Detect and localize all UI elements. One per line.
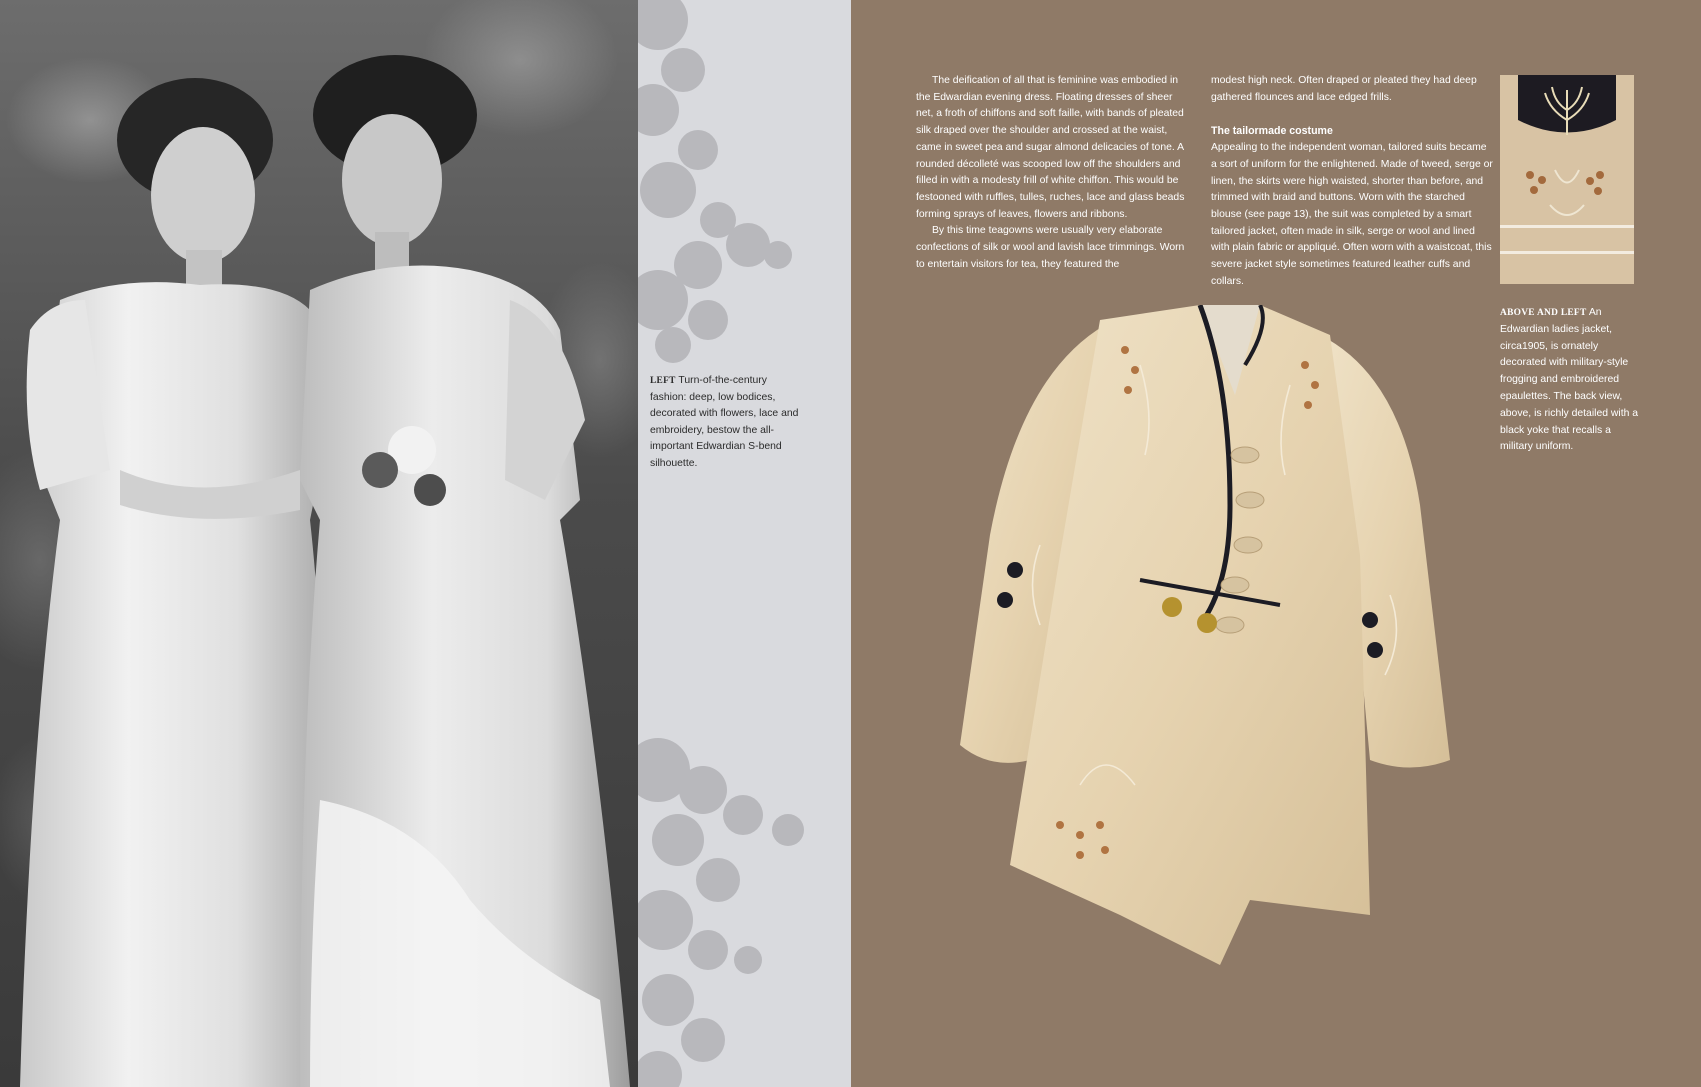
body-paragraph: Appealing to the independent woman, tailored suits became a sort of uniform for the enlightened. Made of tweed, serge or linen, the skirts were high waisted, shorter than before, and trimmed with braid and buttons. Worn with the starched blouse (see page 13), the suit was completed by a smart tailored jacket, often made in silk, serge or wool and lined with plain fabric or appliqué. Often worn with a waistcoat, this severe jacket style sometimes featured leather cuffs and collars. <box>1211 142 1493 287</box>
section-subheading: The tailormade costume <box>1211 125 1333 138</box>
jacket-illustration <box>930 305 1500 995</box>
body-paragraph: modest high neck. Often draped or pleated they had deep gathered flounces and lace edged frills. <box>1211 75 1477 103</box>
caption-text: An Edwardian ladies jacket, circa1905, is ornately decorated with military-style frogging and embroidered epaulettes. The back view, above, is richly detailed with a black yoke that recalls a military uniform. <box>1500 307 1639 453</box>
body-column-2 <box>1211 73 1493 290</box>
body-paragraph: By this time teagowns were usually very elaborate confections of silk or wool and lavish lace trimmings. Worn to entertain visitors for tea, they featured the <box>916 225 1185 270</box>
body-column-1 <box>916 73 1192 273</box>
body-paragraph: The deification of all that is feminine was embodied in the Edwardian evening dress. Floating dresses of sheer net, a froth of chiffons and soft faille, with bands of pleated silk draped over the shoulder and crossed at the waist, came in sweet pea and sugar almond delicacies of tone. A rounded décolleté was scooped low off the shoulders and filled in with a modesty frill of white chiffon. This would be festooned with ruffles, tulles, ruches, lace and glass beads forming sprays of leaves, flowers and ribbons. <box>916 75 1185 220</box>
caption-label: LEFT <box>650 376 676 386</box>
left-photo-caption <box>650 373 800 473</box>
edwardian-women-photograph <box>0 0 638 1087</box>
decorative-foliage-strip <box>638 0 851 1087</box>
photograph-illustration <box>0 0 638 1087</box>
caption-text: Turn-of-the-century fashion: deep, low bodices, decorated with flowers, lace and embroidery, bestow the all-important Edwardian S-bend silhouette. <box>650 375 799 469</box>
caption-label: ABOVE AND LEFT <box>1500 308 1587 318</box>
edwardian-jacket-photo <box>930 305 1500 995</box>
right-photo-caption <box>1500 305 1640 456</box>
jacket-back-illustration <box>1500 75 1634 284</box>
foliage-pattern <box>638 0 851 1087</box>
jacket-back-detail-photo <box>1500 75 1634 284</box>
